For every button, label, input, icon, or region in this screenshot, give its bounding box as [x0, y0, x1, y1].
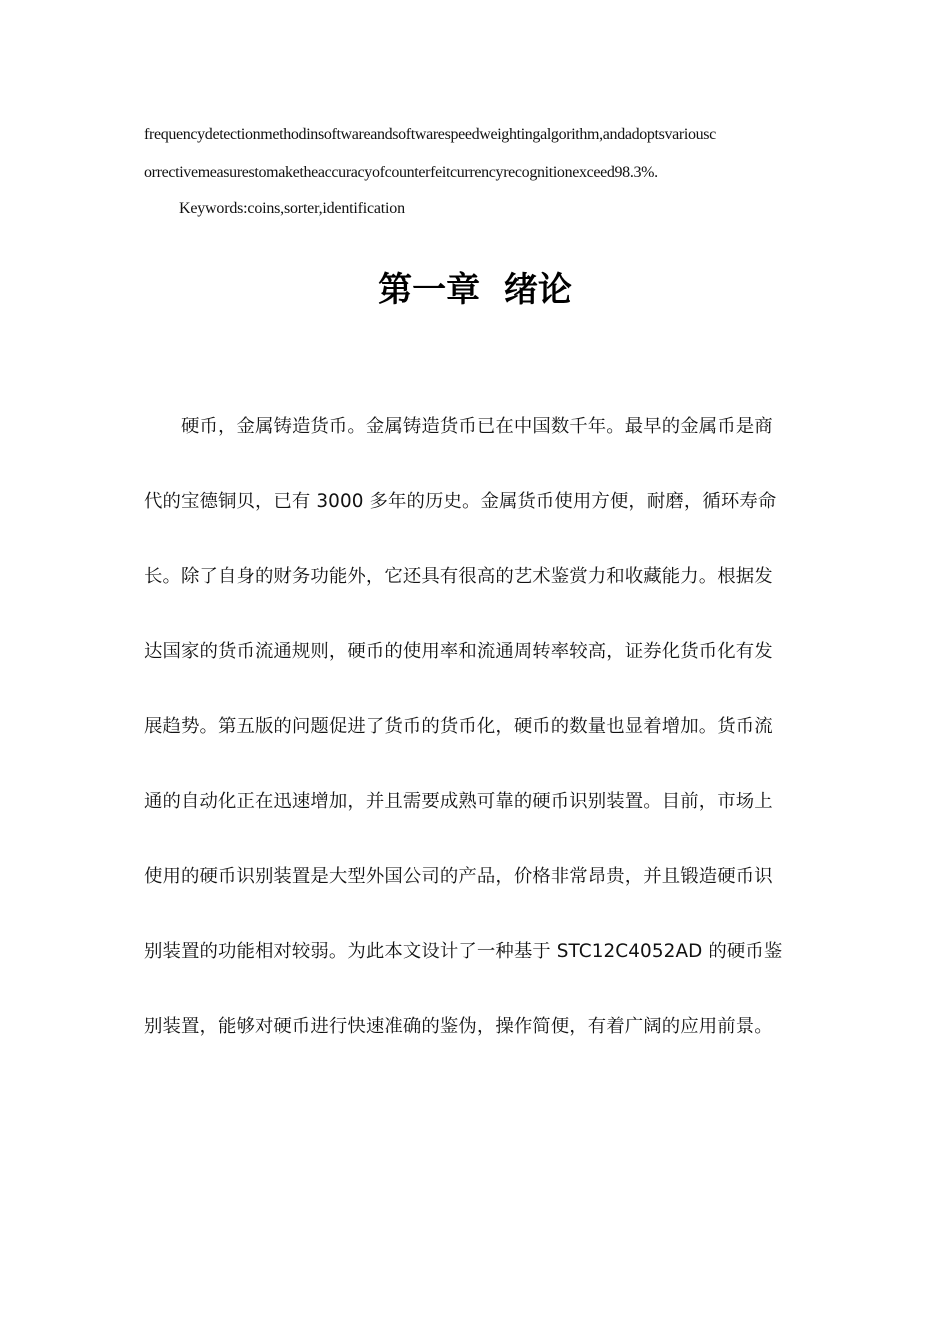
body-text-line: 别装置，能够对硬币进行快速准确的鉴伪，操作简便，有着广阔的应用前景。 [144, 1016, 773, 1037]
body-text-line: 长。除了自身的财务功能外，它还具有很高的艺术鉴赏力和收藏能力。根据发 [144, 566, 773, 587]
body-text-line: 使用的硬币识别装置是大型外国公司的产品，价格非常昂贵，并且锻造硬币识 [144, 866, 773, 887]
abstract-text-line: orrectivemeasurestomaketheaccuracyofcounterfeitcurrencyrecognitionexceed98.3%. [144, 164, 658, 181]
body-text-line: 硬币，金属铸造货币。金属铸造货币已在中国数千年。最早的金属币是商 [181, 416, 773, 437]
body-text-line: 达国家的货币流通规则，硬币的使用率和流通周转率较高，证券化货币化有发 [144, 641, 773, 662]
body-text-line: 代的宝德铜贝，已有 3000 多年的历史。金属货币使用方便，耐磨，循环寿命 [144, 491, 777, 512]
body-text-line: 展趋势。第五版的问题促进了货币的货币化，硬币的数量也显着增加。货币流 [144, 716, 773, 737]
body-text-line: 别装置的功能相对较弱。为此本文设计了一种基于 STC12C4052AD 的硬币鉴 [144, 941, 783, 962]
body-text-line: 通的自动化正在迅速增加，并且需要成熟可靠的硬币识别装置。目前，市场上 [144, 791, 773, 812]
abstract-text-line: frequencydetectionmethodinsoftwareandsoftwarespeedweightingalgorithm,andadoptsvariousc [144, 126, 716, 143]
chapter-title: 第一章 绪论 [378, 270, 572, 310]
keywords-line: Keywords:coins,sorter,identification [179, 200, 405, 217]
